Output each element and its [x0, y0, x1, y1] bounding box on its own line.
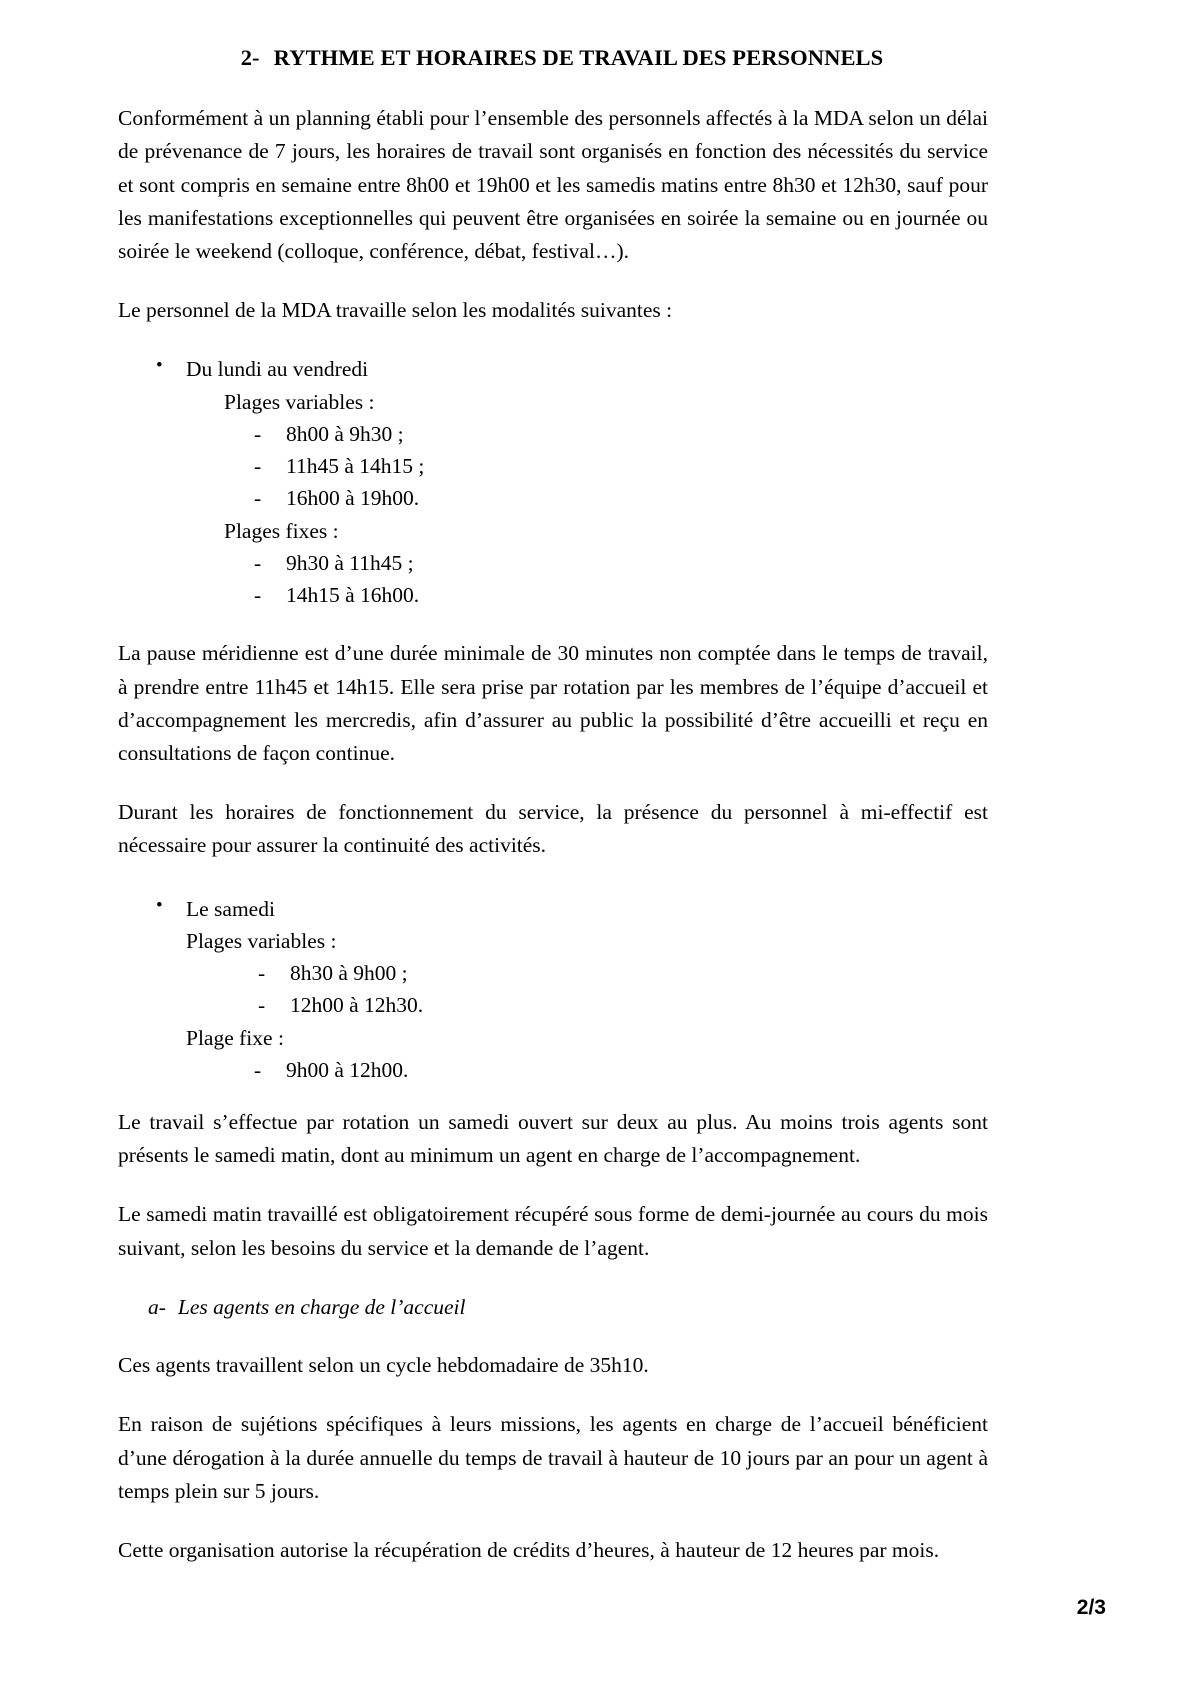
spacer	[118, 327, 988, 353]
paragraph-credits-heures: Cette organisation autorise la récupération de crédits d’heures, à hauteur de 12 heures par mois.	[118, 1537, 940, 1562]
time-slot: - 9h30 à 11h45 ;	[118, 547, 988, 579]
spacer	[118, 268, 988, 294]
weekdays-fixed-slots	[118, 547, 988, 612]
paragraph-pause-meridienne: La pause méridienne est d’une durée minimale de 30 minutes non comptée dans le temps de travail, à prendre entre 11h45 et 14h15. Elle sera prise par rotation par les membres de l’équipe d’accueil et d’accompagnement les mercredis, afin d’assurer au public la possibilité d’être accueilli et reçu en consultations de façon continue.	[118, 641, 988, 765]
time-slot: - 16h00 à 19h00.	[118, 482, 988, 514]
page-title-number: 2-	[240, 45, 260, 70]
saturday-fixed-label: Plage fixe :	[186, 1025, 284, 1050]
spacer	[118, 1086, 988, 1106]
spacer	[118, 1323, 988, 1349]
page-content	[118, 44, 988, 1567]
weekdays-variable-slots	[118, 418, 988, 515]
time-slot: - 8h00 à 9h30 ;	[118, 418, 988, 450]
saturday-variable-label: Plages variables :	[186, 928, 337, 953]
saturday-fixed-slots	[118, 1054, 988, 1086]
subsection-title: Les agents en charge de l’accueil	[177, 1294, 466, 1319]
saturday-variable-slots	[118, 957, 988, 1022]
time-slot: - 9h00 à 12h00.	[118, 1054, 988, 1086]
time-slot: - 8h30 à 9h00 ;	[118, 957, 988, 989]
paragraph-derogation: En raison de sujétions spécifiques à leurs missions, les agents en charge de l’accueil bénéficient d’une dérogation à la durée annuelle du temps de travail à hauteur de 10 jours par an pour un agent à temps plein sur 5 jours.	[118, 1412, 988, 1503]
time-slot: - 12h00 à 12h30.	[118, 989, 988, 1021]
schedule-weekdays-list	[118, 353, 988, 385]
spacer	[118, 611, 988, 637]
subsection-letter: a-	[148, 1294, 166, 1319]
spacer	[118, 1172, 988, 1198]
spacer	[118, 770, 988, 796]
time-slot: - 11h45 à 14h15 ;	[118, 450, 988, 482]
bullet-saturday: • Le samedi	[118, 893, 988, 925]
paragraph-presence-mi-effectif: Durant les horaires de fonctionnement du service, la présence du personnel à mi-effectif est nécessaire pour assurer la continuité des activités.	[118, 800, 988, 858]
spacer	[118, 1265, 988, 1291]
spacer	[118, 863, 988, 893]
weekdays-fixed-label: Plages fixes :	[224, 518, 339, 543]
spacer	[118, 72, 988, 102]
bullet-weekdays: • Du lundi au vendredi	[118, 353, 988, 385]
paragraph-rotation-samedi: Le travail s’effectue par rotation un samedi ouvert sur deux au plus. Au moins trois agents sont présents le samedi matin, dont au minimum un agent en charge de l’accompagnement.	[118, 1110, 988, 1168]
spacer	[118, 1382, 988, 1408]
page-number: 2/3	[1076, 1596, 1106, 1619]
weekdays-variable-label: Plages variables :	[224, 389, 375, 414]
page-title	[118, 44, 988, 72]
schedule-saturday-list	[118, 893, 988, 925]
paragraph-intro: Conformément à un planning établi pour l’ensemble des personnels affectés à la MDA selon un délai de prévenance de 7 jours, les horaires de travail sont organisés en fonction des nécessités du service et sont compris en semaine entre 8h00 et 19h00 et les samedis matins entre 8h30 et 12h30, sauf pour les manifestations exceptionnelles qui peuvent être organisées en soirée la semaine ou en journée ou soirée le weekend (colloque, conférence, débat, festival…).	[118, 106, 988, 263]
paragraph-cycle-hebdomadaire: Ces agents travaillent selon un cycle hebdomadaire de 35h10.	[118, 1353, 649, 1378]
paragraph-recuperation-samedi: Le samedi matin travaillé est obligatoirement récupéré sous forme de demi-journée au cours du mois suivant, selon les besoins du service et la demande de l’agent.	[118, 1202, 988, 1260]
page-title-text: RYTHME ET HORAIRES DE TRAVAIL DES PERSONNELS	[273, 45, 884, 70]
subsection-heading	[118, 1291, 988, 1323]
spacer	[118, 1508, 988, 1534]
time-slot: - 14h15 à 16h00.	[118, 579, 988, 611]
paragraph-modalites-lead: Le personnel de la MDA travaille selon les modalités suivantes :	[118, 298, 673, 323]
